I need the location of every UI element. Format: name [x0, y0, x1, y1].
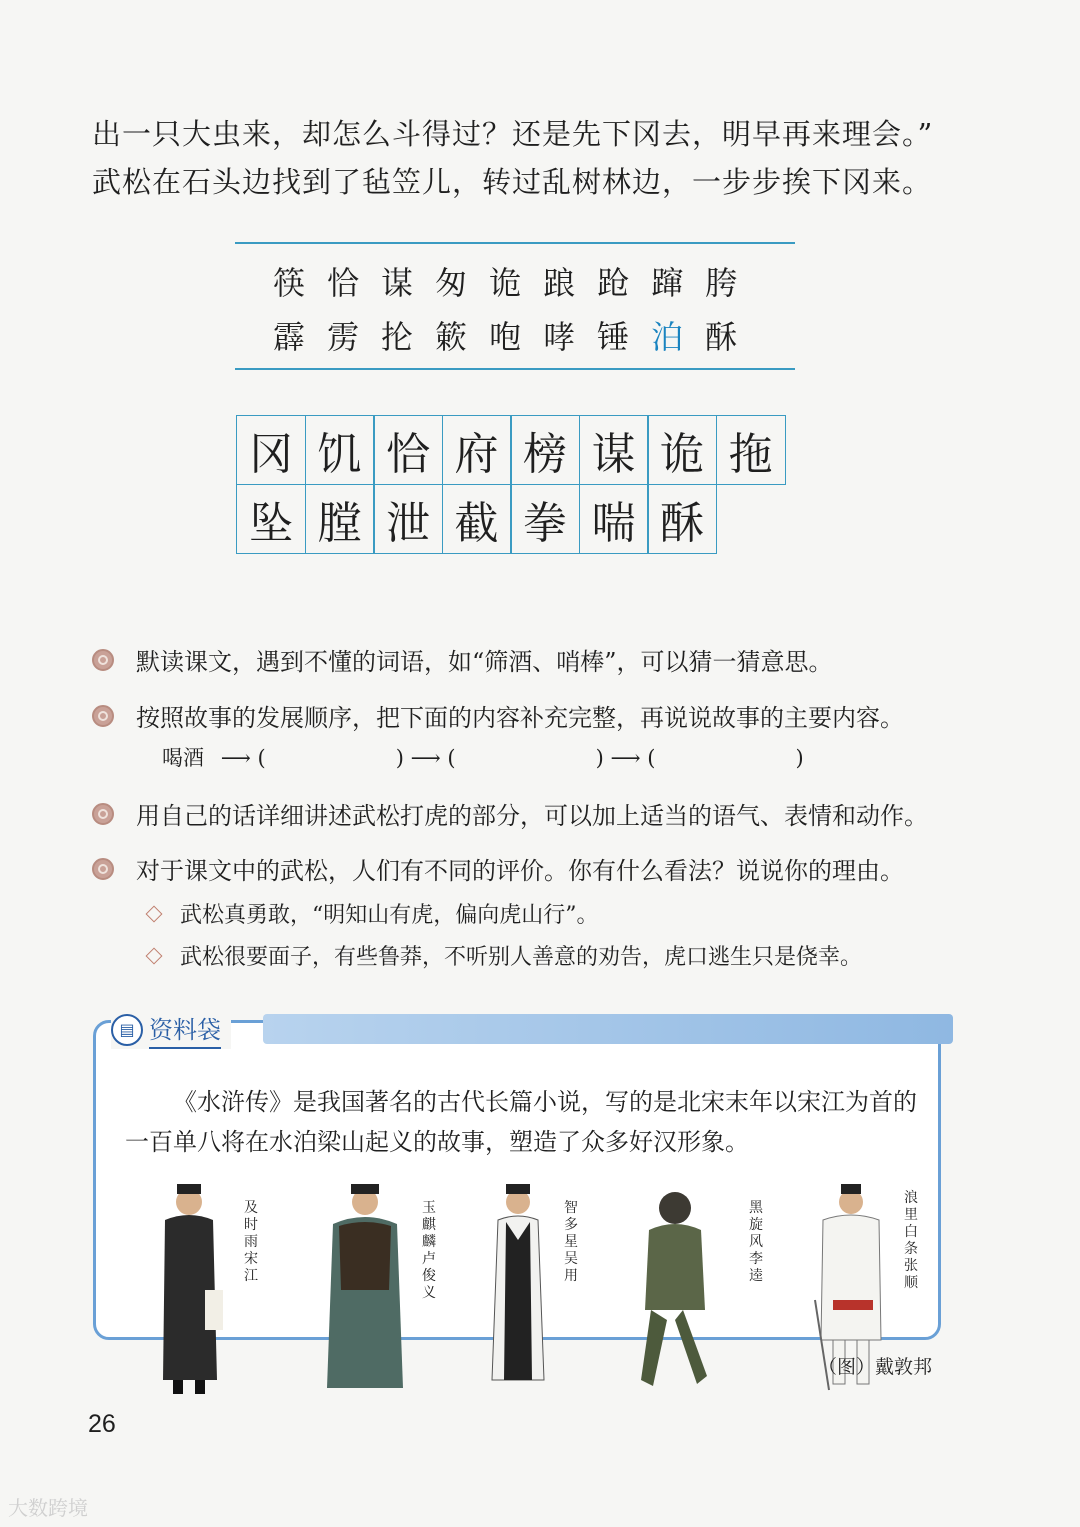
vocab-char: 簌: [435, 318, 490, 356]
question-text: 用自己的话详细讲述武松打虎的部分，可以加上适当的语气、表情和动作。: [136, 802, 928, 830]
prose-line: 武松在石头边找到了毡笠儿，转过乱树林边，一步步挨下冈来。: [92, 165, 933, 199]
watermark: 大数跨境: [8, 1496, 88, 1520]
question-text: 对于课文中的武松，人们有不同的评价。你有什么看法？说说你的理由。: [136, 857, 904, 885]
arrow-icon: ⟶: [410, 746, 441, 770]
diamond-bullet-icon: [146, 947, 163, 964]
vocab-char: 跄: [597, 264, 652, 302]
flower-bullet-icon: [92, 649, 114, 671]
grid-cell: 酥: [647, 484, 717, 554]
grid-cell: 榜: [510, 415, 580, 485]
grid-cell: 坠: [236, 484, 306, 554]
vocab-char: 诡: [489, 264, 544, 302]
sequence-start: 喝酒: [162, 746, 204, 770]
resource-bag-line: 《水浒传》是我国著名的古代长篇小说，写的是北宋末年以宋江为首的: [173, 1088, 917, 1116]
vocab-char: 酥: [705, 318, 760, 356]
question-text: 默读课文，遇到不懂的词语，如“筛酒、哨棒”，可以猜一猜意思。: [136, 648, 833, 676]
resource-bag-header: [111, 1010, 231, 1049]
grid-cell: 拳: [510, 484, 580, 554]
flower-bullet-icon: [92, 803, 114, 825]
prose-line: 出一只大虫来，却怎么斗得过？还是先下冈去，明早再来理会。”: [92, 117, 934, 151]
question-1: [92, 642, 833, 677]
vocab-char: 抡: [381, 318, 436, 356]
figure-song-jiang: [155, 1180, 241, 1400]
grid-row-2: [236, 484, 784, 553]
grid-cell: 截: [442, 484, 512, 554]
resource-bag: [93, 1016, 943, 1340]
option-text: 武松很要面子，有些鲁莽，不听别人善意的劝告，虎口逃生只是侥幸。: [180, 945, 863, 970]
vocab-char: 锤: [597, 318, 652, 356]
flower-bullet-icon: [92, 858, 114, 880]
vocab-row-2: [273, 312, 759, 358]
vocab-char: 咆: [489, 318, 544, 356]
vocab-char: 匆: [435, 264, 490, 302]
grid-cell: 喘: [579, 484, 649, 554]
figure-lu-junyi: [325, 1180, 411, 1400]
vocab-char: 筷: [273, 264, 328, 302]
vocab-char: 踉: [543, 264, 598, 302]
vocab-char: 霹: [273, 318, 328, 356]
vocab-char: 胯: [705, 264, 760, 302]
illustration-credit: （图）戴敦邦: [817, 1356, 932, 1378]
grid-cell: 府: [442, 415, 512, 485]
grid-cell: 拖: [716, 415, 786, 485]
blank-open: (: [447, 746, 456, 770]
vocab-char-highlighted: 泊: [651, 318, 706, 356]
vocab-char: 恰: [327, 264, 382, 302]
question-4: [92, 851, 904, 886]
figure-wu-yong: [478, 1180, 564, 1400]
option-1: [148, 898, 599, 929]
vocab-row-1: [273, 258, 759, 304]
figure-li-kui: [631, 1180, 717, 1400]
arrow-icon: ⟶: [610, 746, 641, 770]
grid-cell: 饥: [305, 415, 375, 485]
grid-cell: 恰: [373, 415, 443, 485]
blank-open: (: [257, 746, 266, 770]
question-text: 按照故事的发展顺序，把下面的内容补充完整，再说说故事的主要内容。: [136, 704, 904, 732]
grid-row-1: [236, 415, 784, 484]
option-text: 武松真勇敢，“明知山有虎，偏向虎山行”。: [180, 903, 599, 928]
option-2: [148, 940, 862, 971]
arrow-icon: ⟶: [220, 746, 251, 770]
grid-cell: 膛: [305, 484, 375, 554]
blank-close: ): [395, 746, 404, 770]
vocab-char: 哮: [543, 318, 598, 356]
resource-bag-title: 资料袋: [149, 1010, 221, 1049]
flower-bullet-icon: [92, 705, 114, 727]
resource-bag-text: [125, 1082, 915, 1162]
question-2: [92, 698, 904, 733]
grid-cell: 冈: [236, 415, 306, 485]
resource-bag-header-band: [263, 1014, 953, 1044]
blank-open: (: [647, 746, 656, 770]
book-icon: ▤: [111, 1014, 143, 1046]
figure-label: 玉麒麟卢俊义: [422, 1200, 436, 1301]
grid-cell: 泄: [373, 484, 443, 554]
resource-bag-line: 一百单八将在水泊梁山起义的故事，塑造了众多好汉形象。: [125, 1128, 749, 1156]
question-3: [92, 796, 928, 831]
figure-label: 浪里白条张顺: [904, 1190, 918, 1291]
diamond-bullet-icon: [146, 905, 163, 922]
figure-label: 及时雨宋江: [244, 1200, 258, 1284]
grid-cell: 诡: [647, 415, 717, 485]
grid-cell: 谋: [579, 415, 649, 485]
page-number: 26: [88, 1410, 116, 1438]
writing-grid: [236, 415, 784, 552]
prose-block: [92, 110, 992, 206]
vocab-char: 谋: [381, 264, 436, 302]
blank-close: ): [795, 746, 804, 770]
vocab-char: 蹿: [651, 264, 706, 302]
sequence-row: [162, 742, 804, 772]
vocab-char: 雳: [327, 318, 382, 356]
vocab-box: [235, 242, 795, 370]
figure-label: 智多星吴用: [564, 1200, 578, 1284]
figure-label: 黑旋风李逵: [749, 1200, 763, 1284]
blank-close: ): [595, 746, 604, 770]
